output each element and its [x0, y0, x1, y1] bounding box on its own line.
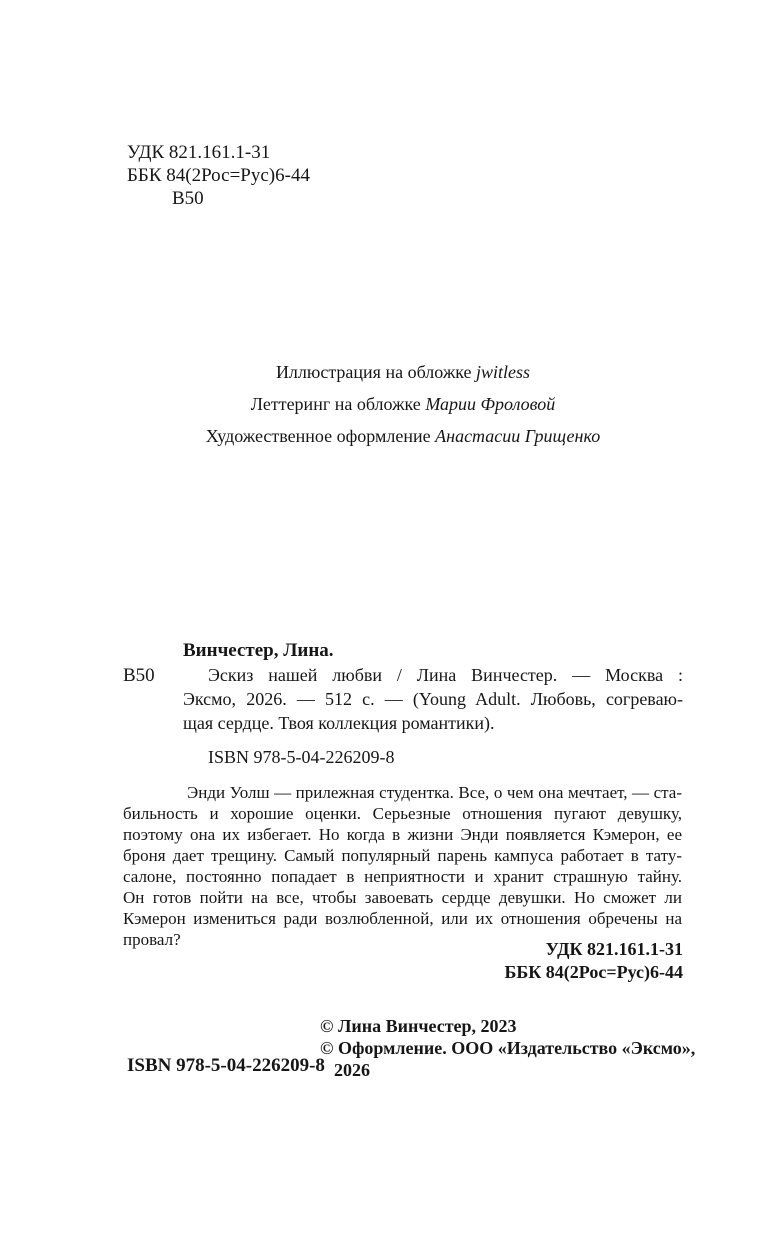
udk-code-bottom: УДК 821.161.1-31 [545, 939, 683, 959]
credit-name: Анастасии Грищенко [435, 426, 601, 446]
classification-codes-bottom [504, 938, 683, 984]
udk-code: УДК 821.161.1-31 [127, 142, 271, 163]
annotation-line: провал? [123, 930, 181, 949]
credit-line [124, 388, 682, 420]
copyright-block [320, 1015, 695, 1081]
copyright-line: 2026 [334, 1060, 370, 1080]
catalog-author-heading: Винчестер, Лина. [183, 640, 334, 661]
author-sign: В50 [172, 188, 204, 209]
credit-label: Иллюстрация на обложке [275, 362, 472, 382]
annotation-line: салоне, постоянно попадает в неприятности и хранит страшную тайну. [123, 867, 682, 886]
catalog-description [183, 663, 683, 735]
annotation-line: Энди Уолш — прилежная студентка. Все, о чем она мечтает, — ста- [187, 783, 682, 802]
catalog-description-line: Эскиз нашей любви / Лина Винчестер. — Москва : [208, 665, 683, 685]
catalog-author-sign: В50 [123, 665, 155, 686]
classification-codes-top [127, 141, 310, 210]
copyright-line: © Оформление. ООО «Издательство «Эксмо», [320, 1038, 696, 1058]
credit-name: Марии Фроловой [425, 394, 556, 414]
bbk-code-bottom: ББК 84(2Рос=Рус)6-44 [504, 962, 683, 982]
catalog-isbn: ISBN 978-5-04-226209-8 [208, 747, 395, 767]
catalog-description-line: Эксмо, 2026. — 512 с. — (Young Adult. Любовь, согреваю- [183, 689, 683, 709]
isbn-bottom: ISBN 978-5-04-226209-8 [127, 1055, 325, 1076]
annotation-line: бильность и хорошие оценки. Серьезные отношения пугают девушку, [123, 804, 682, 823]
credit-name: jwitless [476, 362, 531, 382]
credit-label: Леттеринг на обложке [250, 394, 421, 414]
catalog-description-line: щая сердце. Твоя коллекция романтики). [183, 713, 495, 733]
credit-line [124, 420, 682, 452]
annotation-line: Он готов пойти на все, чтобы завоевать сердце девушки. Но сможет ли [123, 888, 682, 907]
annotation-line: поэтому она их избегает. Но когда в жизни Энди появляется Кэмерон, ее [123, 825, 682, 844]
annotation-line: броня дает трещину. Самый популярный парень кампуса работает в тату- [123, 846, 682, 865]
bbk-code: ББК 84(2Рос=Рус)6-44 [127, 165, 310, 186]
cover-credits [124, 356, 682, 452]
annotation-line: Кэмерон измениться ради возлюбленной, или их отношения обречены на [123, 909, 682, 928]
credit-label: Художественное оформление [205, 426, 431, 446]
credit-line [124, 356, 682, 388]
copyright-line: © Лина Винчестер, 2023 [320, 1016, 517, 1036]
annotation [123, 782, 682, 950]
